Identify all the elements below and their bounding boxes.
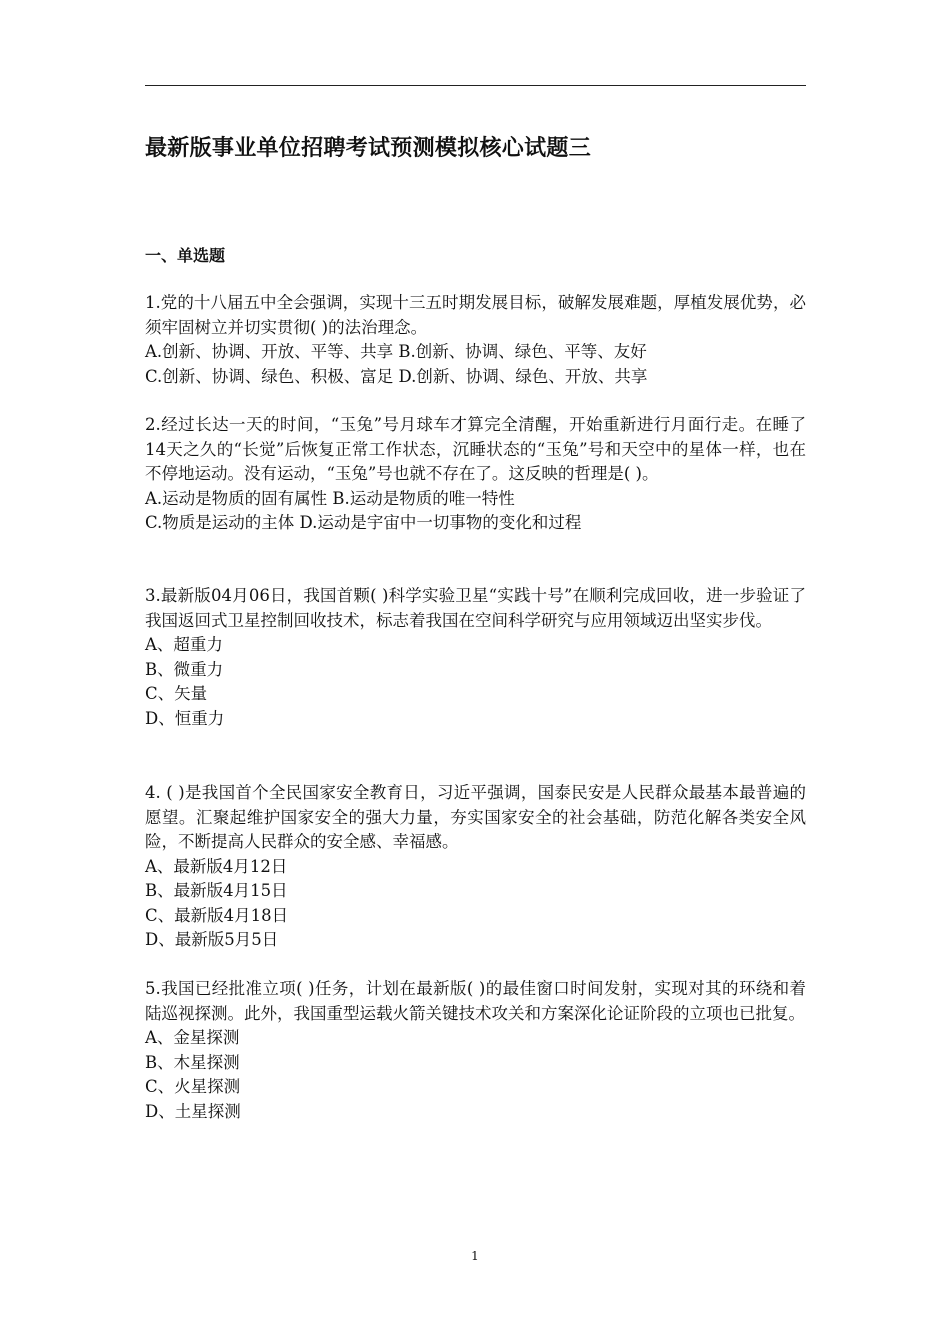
question-3	[145, 584, 806, 731]
option-a: A、超重力	[145, 635, 223, 654]
option-line: C.创新、协调、绿色、积极、富足 D.创新、协调、绿色、开放、共享	[145, 366, 648, 386]
option-c: C、矢量	[145, 684, 208, 703]
option-line: C.物质是运动的主体 D.运动是宇宙中一切事物的变化和过程	[145, 513, 582, 532]
question-stem: 5.我国已经批准立项( )任务，计划在最新版( )的最佳窗口时间发射，实现对其的环绕和着陆巡视探测。此外，我国重型运载火箭关键技术攻关和方案深化论证阶段的立项也已批复。	[145, 979, 806, 1023]
question-stem: 1.党的十八届五中全会强调，实现十三五时期发展目标，破解发展难题，厚植发展优势，必须牢固树立并切实贯彻( )的法治理念。	[145, 293, 806, 337]
option-b: B、木星探测	[145, 1052, 240, 1072]
question-stem: 4. ( )是我国首个全民国家安全教育日，习近平强调，国泰民安是人民群众最基本最普遍的愿望。汇聚起维护国家安全的强大力量，夯实国家安全的社会基础，防范化解各类安全风险，不断提高人民群众的安全感、幸福感。	[145, 783, 806, 851]
option-line: A.运动是物质的固有属性 B.运动是物质的唯一特性	[145, 488, 515, 508]
question-4	[145, 781, 806, 953]
option-c: C、最新版4月18日	[145, 905, 289, 925]
option-b: B、最新版4月15日	[145, 881, 288, 900]
question-5	[145, 977, 806, 1124]
section-heading: 一、单选题	[145, 246, 226, 265]
option-d: D、最新版5月5日	[145, 930, 279, 949]
question-2	[145, 413, 806, 536]
document-title: 最新版事业单位招聘考试预测模拟核心试题三	[145, 136, 592, 161]
option-a: A、最新版4月12日	[145, 856, 288, 876]
option-d: D、恒重力	[145, 708, 225, 728]
option-d: D、土星探测	[145, 1101, 241, 1121]
option-c: C、火星探测	[145, 1077, 241, 1096]
question-stem: 2.经过长达一天的时间，“玉兔”号月球车才算完全清醒，开始重新进行月面行走。在睡了14天之久的“长觉”后恢复正常工作状态，沉睡状态的“玉兔”号和天空中的星体一样，也在不停地运动。没有运动，“玉兔”号也就不存在了。这反映的哲理是( )。	[145, 415, 806, 483]
question-stem: 3.最新版04月06日，我国首颗( )科学实验卫星“实践十号”在顺利完成回收，进一步验证了我国返回式卫星控制回收技术，标志着我国在空间科学研究与应用领域迈出坚实步伐。	[145, 586, 806, 630]
option-a: A、金星探测	[145, 1028, 240, 1047]
page-number: 1	[471, 1249, 479, 1263]
option-line: A.创新、协调、开放、平等、共享 B.创新、协调、绿色、平等、友好	[145, 342, 647, 361]
option-b: B、微重力	[145, 659, 224, 679]
question-1	[145, 291, 806, 389]
header-rule	[145, 85, 806, 86]
